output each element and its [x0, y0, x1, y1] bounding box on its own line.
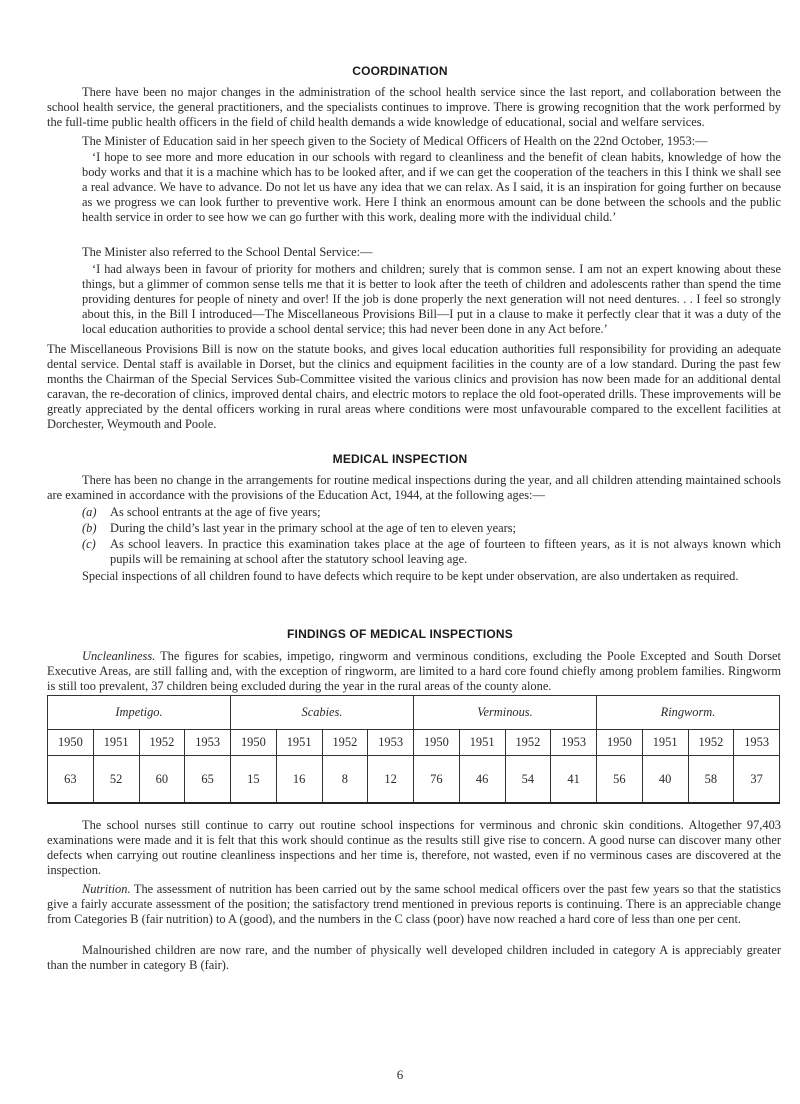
medical-inspection-paragraph-1: There has been no change in the arrangements for routine medical inspections during the year, and all children attending maintained schools are examined in accordance with the provisions of the Education Act, 1944, at the following ages:—	[47, 473, 781, 502]
value-cell: 46	[459, 756, 505, 804]
coordination-paragraph-2: The Minister of Education said in her speech given to the Society of Medical Officers of Health on the 22nd October, 1953:—	[82, 134, 708, 148]
year-cell: 1953	[368, 730, 414, 756]
findings-heading: FINDINGS OF MEDICAL INSPECTIONS	[287, 627, 513, 641]
nutrition-paragraph: Nutrition. The assessment of nutrition has been carried out by the same school medical officers over the past few years so that the statistics give a fairly accurate assessment of the position; the satisfactory trend mentioned in previous reports is continuing. There is an appreciable change from Categories B (fair nutrition) to A (good), and the numbers in the C class (poor) have now reached a hard core of less than one per cent.	[47, 882, 781, 926]
malnourished-paragraph: Malnourished children are now rare, and the number of physically well developed children included in category A is appreciably greater than the number in category B (fair).	[47, 943, 781, 972]
value-cell: 37	[734, 756, 780, 804]
year-cell: 1950	[48, 730, 94, 756]
value-cell: 8	[322, 756, 368, 804]
value-cell: 16	[276, 756, 322, 804]
value-cell: 60	[139, 756, 185, 804]
value-cell: 65	[185, 756, 231, 804]
year-cell: 1950	[231, 730, 277, 756]
value-cell: 12	[368, 756, 414, 804]
coordination-paragraph-3: The Minister also referred to the School Dental Service:—	[82, 245, 373, 259]
page-number: 6	[396, 1067, 404, 1082]
school-nurses-paragraph: The school nurses still continue to carry out routine school inspections for verminous and chronic skin conditions. Altogether 97,403 examinations were made and it is felt that this work should continue as the results still give rise to concern. A good nurse can discover many other defects when carrying out routine cleanliness inspections and her time is, therefore, not wasted, even if no verminous cases are discovered at the inspection.	[47, 818, 781, 877]
coordination-paragraph-1: There have been no major changes in the administration of the school health service since the last report, and collaboration between the school health service, the general practitioners, and the specialists continues to improve. There is growing recognition that the work performed by the full-time public health officers in the field of child health demands a wide knowledge of educational, social and welfare services.	[47, 85, 781, 129]
skin-conditions-table	[47, 695, 780, 804]
year-cell: 1951	[642, 730, 688, 756]
table-group-header: Impetigo.	[48, 696, 231, 730]
value-cell: 54	[505, 756, 551, 804]
inspection-age-item-b: (b) During the child’s last year in the primary school at the age of ten to eleven years;	[82, 521, 517, 535]
medical-inspection-heading: MEDICAL INSPECTION	[332, 452, 468, 466]
medical-inspection-paragraph-2: Special inspections of all children found to have defects which require to be kept under observation, are also undertaken as required.	[82, 569, 739, 583]
table-value-row	[48, 756, 780, 804]
value-cell: 15	[231, 756, 277, 804]
table-group-header: Scabies.	[231, 696, 414, 730]
year-cell: 1952	[139, 730, 185, 756]
value-cell: 76	[414, 756, 460, 804]
value-cell: 56	[597, 756, 643, 804]
coordination-heading: COORDINATION	[352, 64, 448, 78]
uncleanliness-paragraph: Uncleanliness. The figures for scabies, impetigo, ringworm and verminous conditions, excluding the Poole Excepted and South Dorset Executive Areas, are still falling and, with the exception of ringworm, are limited to a hard core found chiefly among problem families. Ringworm is still too prevalent, 37 children being excluded during the year in the rural areas of the county alone.	[47, 649, 781, 693]
year-cell: 1952	[688, 730, 734, 756]
value-cell: 41	[551, 756, 597, 804]
value-cell: 52	[93, 756, 139, 804]
year-cell: 1952	[505, 730, 551, 756]
year-cell: 1951	[276, 730, 322, 756]
year-cell: 1950	[414, 730, 460, 756]
inspection-age-item-c: (c) As school leavers. In practice this examination takes place at the age of fourteen to fifteen years, as it is not always known which pupils will be remaining at school after the statutory school leaving age.	[82, 537, 781, 566]
year-cell: 1953	[551, 730, 597, 756]
year-cell: 1953	[185, 730, 231, 756]
inspection-age-item-a: (a) As school entrants at the age of five years;	[82, 505, 321, 519]
year-cell: 1951	[93, 730, 139, 756]
value-cell: 40	[642, 756, 688, 804]
year-cell: 1953	[734, 730, 780, 756]
year-cell: 1950	[597, 730, 643, 756]
value-cell: 63	[48, 756, 94, 804]
table-group-header: Verminous.	[414, 696, 597, 730]
coordination-paragraph-4: The Miscellaneous Provisions Bill is now on the statute books, and gives local education authorities full responsibility for providing an adequate dental service. Dental staff is available in Dorset, but the clinics and equipment facilities in the county are of a low standard. During the past few months the Chairman of the Special Services Sub-Committee visited the various clinics and provision has now been made for an additional dental caravan, the re-decoration of clinics, improved dental chairs, and electric motors to replace the old foot-operated drills. These improvements will be greatly appreciated by the dental officers working in rural areas where conditions were most unfavourable compared to the excellent facilities at Dorchester, Weymouth and Poole.	[47, 342, 781, 431]
table-year-row	[48, 730, 780, 756]
minister-quote-education: ‘I hope to see more and more education in our schools with regard to cleanliness and the benefit of clean habits, knowledge of how the body works and that it is a machine which has to be looked after, and if we can get the cooperation of the teachers in this I think we shall see a real advance. We have to advance. Do not let us have any idea that we can relax. As I said, it is an inspiration for going further on because as we progress we can look further to preventive work. Here I think an enormous amount can be done between the schools and the public health service in order to see how we can go further with this work, dealing more with the individual child.’	[82, 150, 781, 224]
value-cell: 58	[688, 756, 734, 804]
year-cell: 1951	[459, 730, 505, 756]
table-group-header: Ringworm.	[597, 696, 780, 730]
minister-quote-dental: ‘I had always been in favour of priority for mothers and children; surely that is common sense. I am not an expert knowing about these things, but a glimmer of common sense tells me that it is better to look after the teeth of children and adolescents rather than spend the time providing dentures for people of ninety and over! If the job is done properly the next generation will not need dentures. . . I feel so strongly about this, in the Bill I introduced—The Miscellaneous Provisions Bill—I put in a clause to make it perfectly clear that it was a duty of the local education authorities to provide a school dental service; this had never been done in any Act before.’	[82, 262, 781, 336]
year-cell: 1952	[322, 730, 368, 756]
